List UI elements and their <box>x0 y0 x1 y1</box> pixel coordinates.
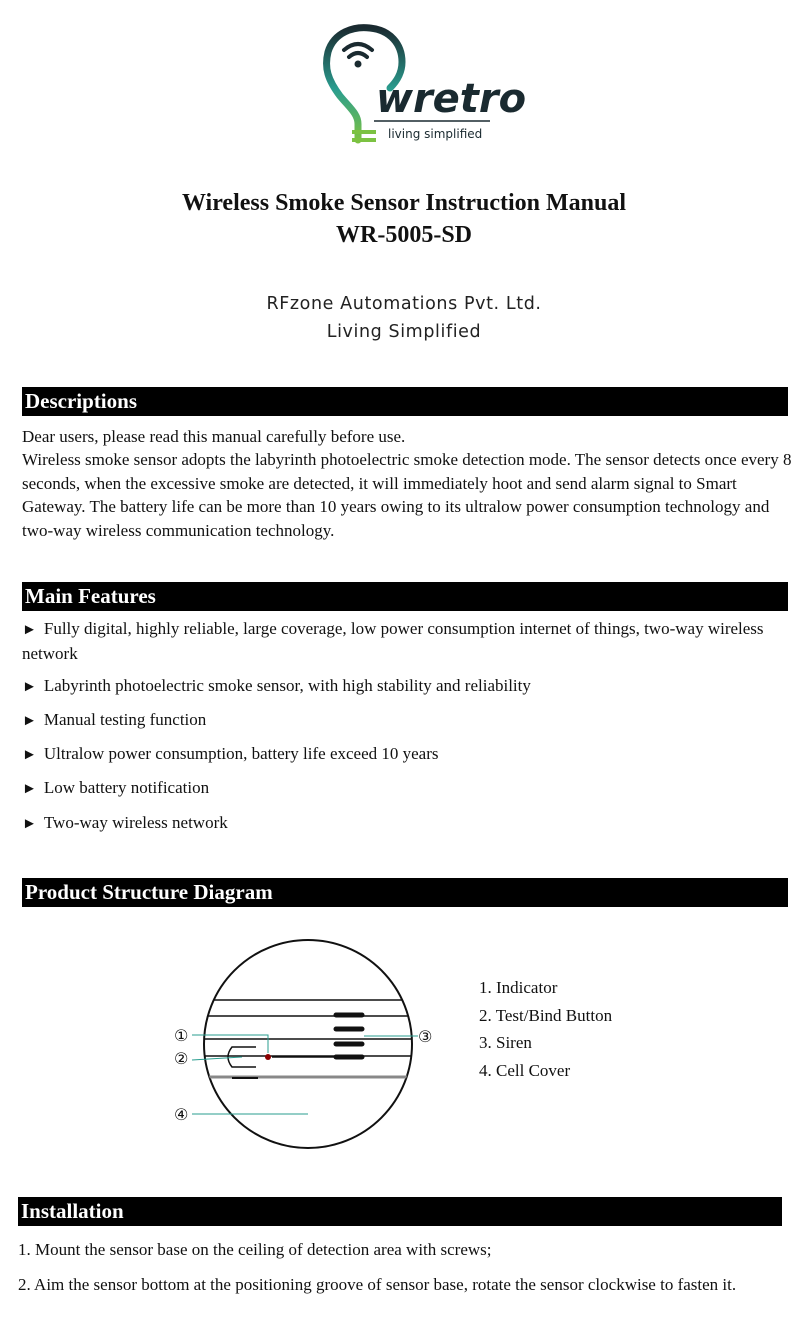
legend-item: 4. Cell Cover <box>479 1060 571 1080</box>
feature-item: ► Two-way wireless network <box>22 813 228 832</box>
manual-title: Wireless Smoke Sensor Instruction Manual <box>181 190 627 216</box>
callout-2: ② <box>174 1049 189 1068</box>
descriptions-intro: Dear users, please read this manual carefully before use. <box>22 427 406 446</box>
feature-item: ► Fully digital, highly reliable, large coverage, low power consumption internet of things, two-way wireless network <box>22 619 764 663</box>
feature-item: ► Low battery notification <box>22 778 210 797</box>
installation-step: 2. Aim the sensor bottom at the positioning groove of sensor base, rotate the sensor clockwise to fasten it. <box>18 1275 737 1294</box>
brand-tagline: living simplified <box>388 127 483 141</box>
diagram-heading: Product Structure Diagram <box>22 878 788 907</box>
features-heading: Main Features <box>22 582 788 611</box>
diagram-legend <box>479 974 612 1084</box>
feature-item: ► Ultralow power consumption, battery life exceed 10 years <box>22 744 439 763</box>
bullet-arrow-icon: ► <box>22 679 37 695</box>
bullet-arrow-icon: ► <box>22 713 37 729</box>
model-number: WR-5005-SD <box>336 222 472 248</box>
company-name: RFzone Automations Pvt. Ltd. <box>266 294 542 314</box>
installation-step: 1. Mount the sensor base on the ceiling of detection area with screws; <box>18 1240 492 1259</box>
sensor-outline <box>204 940 412 1148</box>
bullet-arrow-icon: ► <box>22 816 37 832</box>
company-slogan: Living Simplified <box>326 322 482 342</box>
bullet-arrow-icon: ► <box>22 781 37 797</box>
callout-1: ① <box>174 1026 189 1045</box>
product-structure-diagram <box>160 940 450 1170</box>
brand-logo <box>318 22 527 150</box>
wifi-icon <box>344 44 372 57</box>
indicator-led <box>265 1054 271 1060</box>
bullet-arrow-icon: ► <box>22 747 37 763</box>
legend-item: 1. Indicator <box>479 978 558 997</box>
callout-4: ④ <box>174 1105 189 1124</box>
feature-item: ► Manual testing function <box>22 710 207 729</box>
feature-item: ► Labyrinth photoelectric smoke sensor, with high stability and reliability <box>22 676 531 695</box>
brand-name: wretro <box>376 76 527 122</box>
legend-item: 2. Test/Bind Button <box>479 1005 613 1025</box>
bullet-arrow-icon: ► <box>22 622 37 638</box>
installation-heading: Installation <box>18 1197 782 1226</box>
callout-3: ③ <box>418 1027 433 1046</box>
descriptions-body: Wireless smoke sensor adopts the labyrinth photoelectric smoke detection mode. The sensor detects once every 8 seconds, when the excessive smoke are detected, it will immediately hoot and send alarm signal to Smart Gateway. The battery life can be more than 10 years owing to its ultralow power consumption technology and two-way wireless communication technology. <box>22 450 792 540</box>
legend-item: 3. Siren <box>479 1033 532 1052</box>
descriptions-heading: Descriptions <box>22 387 788 416</box>
